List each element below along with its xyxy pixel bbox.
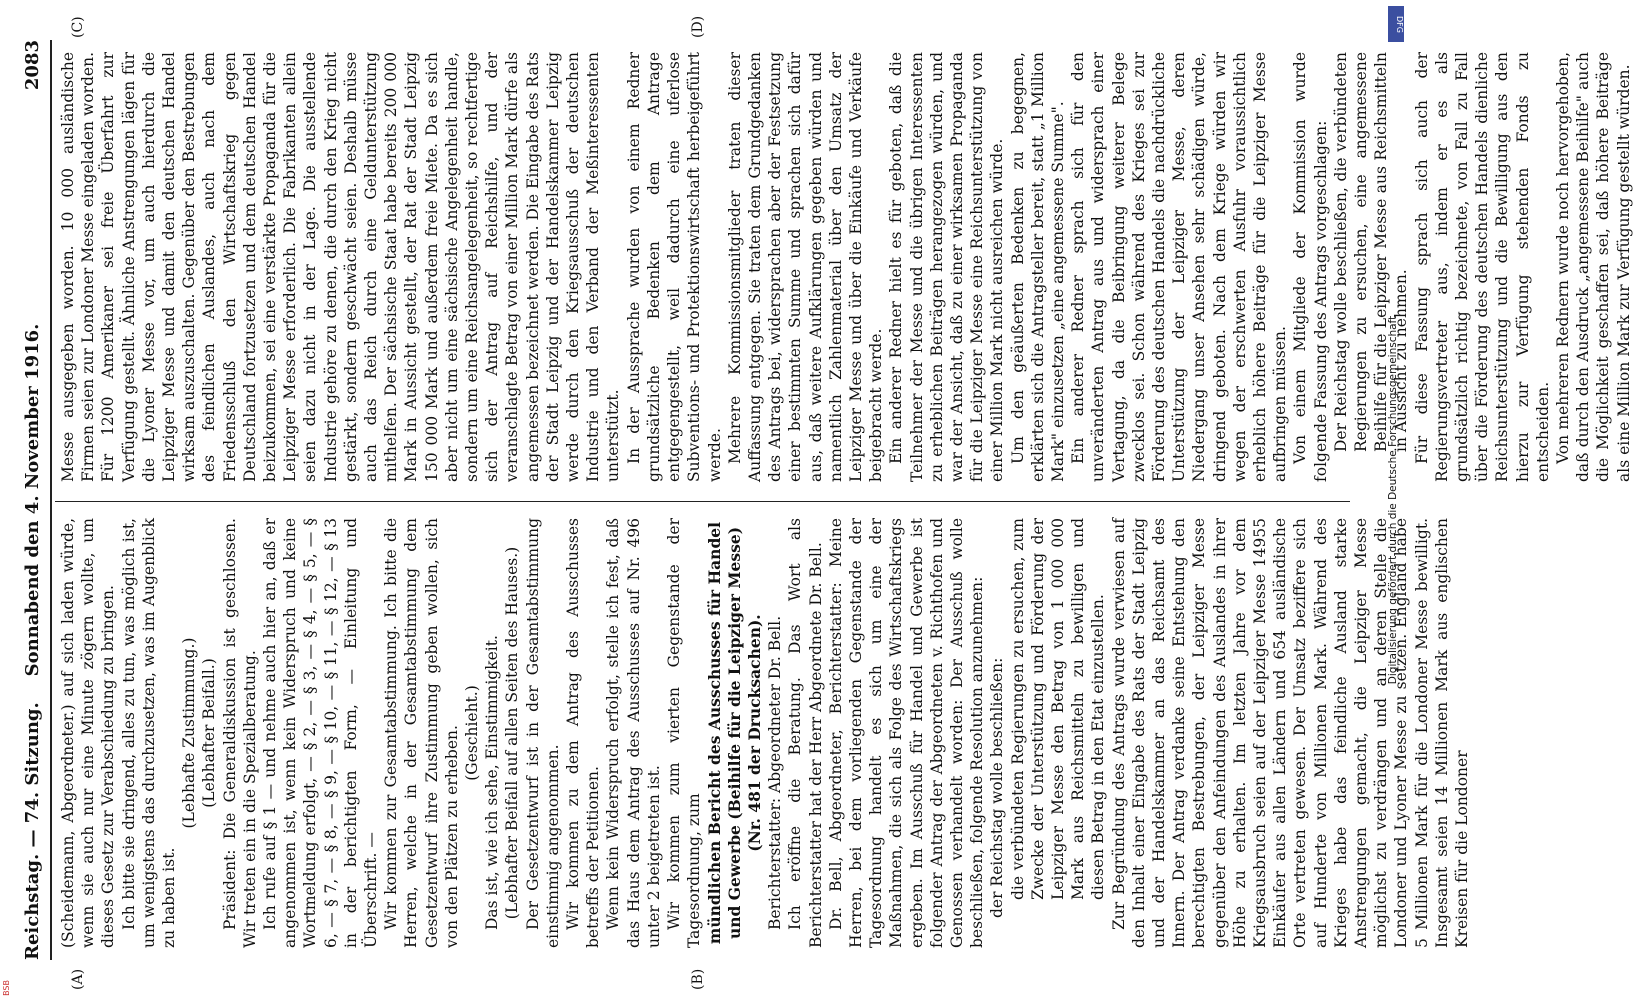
paragraph: (Geschieht.) — [463, 685, 482, 781]
paragraph: der Reichstag wolle beschließen: — [988, 657, 1007, 918]
paragraph: (Lebhafter Beifall.) — [200, 658, 219, 808]
column-divider — [55, 501, 1350, 502]
paragraph: Für diese Fassung sprach sich auch der Regierungsvertreter aus, indem er es als grundsätzlich richtig bezeichnete, von Fall zu Fall über die Förderung des deutschen Handels dienliche Reichsunterstützung und die Bewilligung aus den hierzu zur Verfügung stehenden Fonds zu entscheiden. — [1412, 52, 1552, 482]
paragraph: Ich eröffne die Beratung. Das Wort als Berichterstatter hat der Herr Abgeordnete Dr. Bell. — [786, 518, 825, 948]
paragraph: Von mehreren Rednern wurde noch hervorgehoben, daß durch den Ausdruck „angemessene Beihilfe" auch die Möglichkeit geschaffen sei, daß höhere Beiträge als eine Million Mark zur Verfügung gestellt würden. — [1554, 52, 1633, 482]
paragraph: Ich bitte sie dringend, alles zu tun, was möglich ist, um wenigstens das durchzusetzen, was im Augenblick zu haben ist. — [119, 518, 179, 948]
margin-letter-d: (D) — [690, 15, 706, 38]
paragraph: Ein anderer Redner hielt es für geboten, daß die Teilnehmer der Messe und die übrigen Interessenten zu erheblichen Beiträgen herangezogen würden, und war der Ansicht, daß zu einer wirksamen Propaganda für die Leipziger Messe eine Reichsunterstützung von einer Million Mark nicht ausreichen würde. — [887, 52, 1007, 482]
paragraph: Das ist, wie ich sehe, Einstimmigkeit. — [483, 635, 502, 930]
paragraph: Wir kommen zum vierten Gegenstande der Tagesordnung, zum — [665, 518, 704, 948]
margin-letter-b: (B) — [690, 968, 706, 990]
paragraph: Wir kommen zur Gesamtabstimmung. Ich bitte die Herren, welche in der Gesamtabstimmung dem Gesetzentwurf ihre Zustimmung geben wollen, sich von den Plätzen zu erheben. — [382, 518, 461, 948]
page-header — [22, 40, 50, 960]
bsb-mark: BSB — [2, 980, 11, 996]
header-rule — [50, 40, 52, 960]
dfg-logo: DFG — [1388, 6, 1404, 42]
paragraph: Der Gesetzentwurf ist in der Gesamtabstimmung einstimmig angenommen. — [523, 518, 562, 948]
paragraph: Dr. Bell, Abgeordneter, Berichterstatter: Meine Herren, bei dem vorliegenden Gegenstande der Tagesordnung handelt es sich um eine der Maßnahmen, die sich als Folge des Wirtschaftskriegs ergeben. Im Ausschuß für Handel und Gewerbe ist folgender Antrag der Abgeordneten v. Richthofen und Genossen verhandelt worden: Der Ausschuß wolle beschließen, folgende Resolution anzunehmen: — [826, 518, 987, 948]
paragraph: (Lebhafte Zustimmung.) — [180, 637, 199, 829]
header-left: Reichstag. — 74. Sitzung. — [22, 702, 43, 960]
paragraph: Ein anderer Redner sprach sich für den unveränderten Antrag aus und widersprach einer Vertagung, da die Beibringung weiterer Belege zwecklos sei. Schon während des Krieges sei zur Förderung des deutschen Handels die nachdrückliche Unterstützung der Leipziger Messe, deren Niedergang unser Ansehen sehr schädigen würde, dringend geboten. Nach dem Kriege würden wir wegen der erschwerten Ausfuhr voraussichtlich erheblich höhere Beiträge für die Leipziger Messe aufbringen müssen. — [1069, 52, 1290, 482]
paragraph: Wir kommen zu dem Antrag des Ausschusses betreffs der Petitionen. — [564, 518, 603, 948]
right-column — [58, 52, 1633, 482]
digitization-note — [1382, 60, 1404, 940]
left-column — [58, 518, 1472, 948]
paragraph: Messe ausgegeben worden. 10 000 ausländische Firmen seien zur Londoner Messe eingeladen worden. Für 1200 Amerikaner sei freie Überfahrt zur Verfügung gestellt. Ähnliche Anstrengungen lägen für die Lyoner Messe vor, um auch hierdurch die Leipziger Messe und damit den deutschen Handel wirksam auszuschalten. Gegenüber den Bestrebungen des feindlichen Auslandes, auch nach dem Friedensschluß den Wirtschaftskrieg gegen Deutschland fortzusetzen und dem deutschen Handel beizukommen, sei eine verstärkte Propaganda für die Leipziger Messe erforderlich. Die Fabrikanten allein seien dazu nicht in der Lage. Die ausstellende Industrie gehöre zu denen, die durch den Krieg nicht gestärkt, sondern geschwächt seien. Deshalb müsse auch das Reich durch eine Geldunterstützung mithelfen. Der sächsische Staat habe bereits 200 000 Mark in Aussicht gestellt, der Rat der Stadt Leipzig 150 000 Mark und außerdem freie Miete. Da es sich aber nicht um eine sächsische Angelegenheit handle, sondern um eine Reichsangelegenheit, so rechtfertige sich der Antrag auf Reichshilfe, und der veranschlagte Betrag von einer Million Mark dürfe als angemessen bezeichnet werden. Die Eingabe des Rats der Stadt Leipzig und der Handelskammer Leipzig werde durch den Kriegsausschuß der deutschen Industrie und den Verband der Meßinteressenten unterstützt. — [59, 52, 623, 482]
margin-letter-c: (C) — [70, 16, 86, 38]
paragraph: (Lebhafter Beifall auf allen Seiten des Hauses.) — [503, 546, 522, 920]
paragraph: mündlichen Bericht des Ausschusses für Handel und Gewerbe (Beihilfe für die Leipziger Messe) (Nr. 481 der Drucksachen). — [704, 521, 764, 945]
paragraph: Zur Begründung des Antrags wurde verwiesen auf den Inhalt einer Eingabe des Rats der Stadt Leipzig und der Handelskammer an das Reichsamt des Innern. Der Antrag verdanke seine Entstehung den berechtigten Bestrebungen, der Leipziger Messe gegenüber den Anfeindungen des Auslandes in ihrer Höhe zu erhalten. Im letzten Jahre vor dem Kriegsausbruch seien auf der Leipziger Messe 14955 Einkäufer aus allen Ländern und 654 ausländische Orte vertreten gewesen. Der Umsatz beziffere sich auf Hunderte von Millionen Mark. Während des Krieges habe das feindliche Ausland starke Anstrengungen gemacht, die Leipziger Messe möglichst zu verdrängen und an deren Stelle die Londoner und Lyoner Messe zu setzen. England habe 5 Millionen Mark für die Londoner Messe bewilligt. Insgesamt seien 14 Millionen Mark aus englischen Kreisen für die Londoner — [1109, 518, 1472, 948]
margin-letter-a: (A) — [70, 968, 86, 990]
paragraph: Der Reichstag wolle beschließen, die verbündeten Regierungen zu ersuchen, eine angemessene Beihilfe für die Leipziger Messe aus Reichsmitteln in Aussicht zu nehmen. — [1331, 52, 1411, 452]
paragraph: Präsident: Die Generaldiskussion ist geschlossen. Wir treten ein in die Spezialberatung. — [220, 518, 259, 948]
paragraph: die verbündeten Regierungen zu ersuchen, zum Zwecke der Unterstützung und Förderung der Leipziger Messe den Betrag von 1 000 000 Mark aus Reichsmitteln zu bewilligen und diesen Betrag in den Etat einzustellen. — [1008, 518, 1108, 900]
digitization-text: Digitalisierung gefördert durch die Deutsche Forschungsgemeinschaft — [1387, 315, 1399, 685]
paragraph: Um den geäußerten Bedenken zu begegnen, erklärten sich die Antragsteller bereit, statt „1 Million Mark" einzusetzen „eine angemessene Summe". — [1008, 52, 1067, 482]
paragraph: Ich rufe auf § 1 — und nehme auch hier an, daß er angenommen ist, wenn kein Widerspruch und keine Wortmeldung erfolgt, — § 2, — § 3, — § 4, — § 5, — § 6, — § 7, — § 8, — § 9, — § 10, — § 11, — § 12, — § 13 in der berichtigten Form, — Einleitung und Überschrift. — — [261, 518, 381, 948]
header-center: Sonnabend den 4. November 1916. — [22, 323, 43, 677]
paragraph: Mehrere Kommissionsmitglieder traten dieser Auffassung entgegen. Sie traten dem Grundgedanken des Antrags bei, widersprachen aber der Festsetzung einer bestimmten Summe und sprachen sich dafür aus, daß weitere Aufklärungen gegeben würden und namentlich Zahlenmaterial über den Umsatz der Leipziger Messe und über die Einkäufe und Verkäufe beigebracht werde. — [725, 52, 886, 482]
paragraph: Berichterstatter: Abgeordneter Dr. Bell. — [766, 615, 785, 930]
paragraph: Von einem Mitgliede der Kommission wurde folgende Fassung des Antrags vorgeschlagen: — [1291, 52, 1330, 482]
paragraph: Wenn kein Widerspruch erfolgt, stelle ich fest, daß das Haus dem Antrag des Ausschusses auf Nr. 496 unter 2 beigetreten ist. — [604, 518, 663, 948]
paragraph: (Scheidemann, Abgeordneter.) auf sich laden würde, wenn sie auch nur eine Minute zögern wollte, um dieses Gesetz zur Verabschiedung zu bringen. — [59, 518, 118, 948]
paragraph: In der Aussprache wurden von einem Redner grundsätzliche Bedenken dem Antrage entgegengestellt, weil dadurch eine uferlose Subventions- und Protektionswirtschaft herbeigeführt werde. — [624, 52, 724, 482]
page-number: 2083 — [22, 40, 43, 91]
